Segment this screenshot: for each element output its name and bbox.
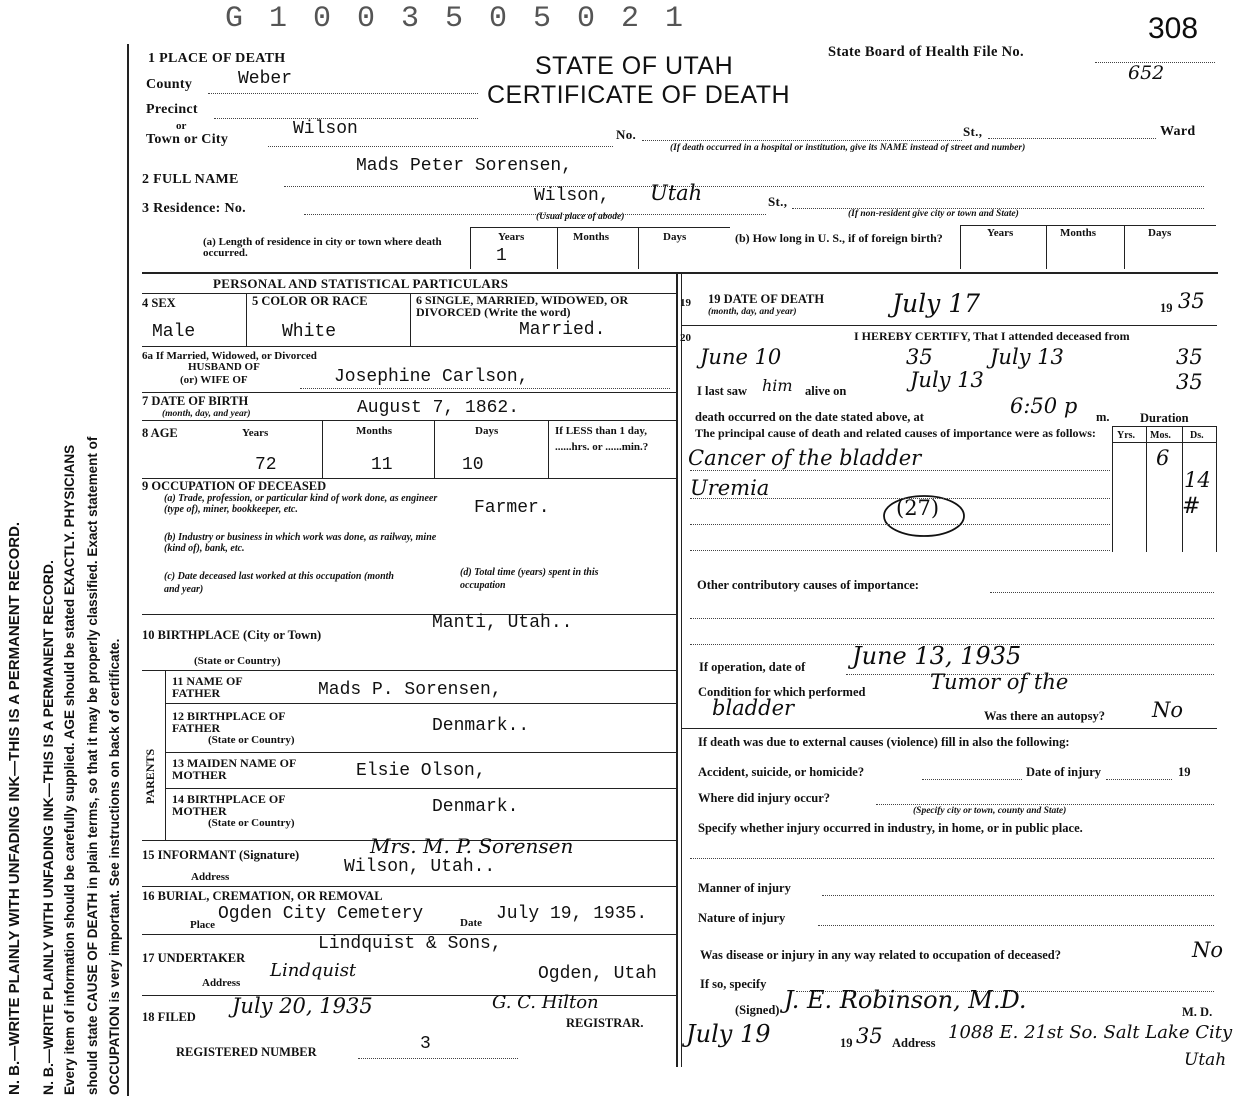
- undertaker-value: Lindquist & Sons,: [318, 934, 502, 954]
- full-name-value: Mads Peter Sorensen,: [356, 156, 573, 176]
- personal-section-label: PERSONAL AND STATISTICAL PARTICULARS: [213, 276, 509, 291]
- registered-number-label: REGISTERED NUMBER: [176, 1045, 317, 1059]
- ward-label: Ward: [1160, 124, 1196, 139]
- undertaker-signature: Lindquist: [270, 960, 357, 981]
- mos-label: Mos.: [1150, 430, 1171, 441]
- signature-date: July 19: [686, 1020, 771, 1048]
- residence-typed: Wilson,: [534, 186, 610, 206]
- informant-address-value: Wilson, Utah..: [344, 857, 496, 877]
- autopsy-value: No: [1152, 698, 1184, 722]
- age-days-value: 10: [462, 455, 484, 475]
- dod-value: July 17: [892, 289, 981, 318]
- injury-year-print: 19: [1178, 765, 1191, 779]
- where-injury-label: Where did injury occur?: [698, 791, 831, 805]
- filed-label: 18 FILED: [142, 1010, 196, 1024]
- residence-label: 3 Residence: No.: [142, 201, 246, 216]
- death-occurred-label: death occurred on the date stated above, at: [695, 410, 924, 424]
- where-injury-note: (Specify city or town, county and State): [913, 806, 1067, 816]
- certificate-title-state: STATE OF UTAH: [535, 52, 734, 80]
- attended-to-year: 35: [1176, 345, 1203, 369]
- age-days-header: Days: [475, 425, 499, 437]
- street-label: St.,: [963, 124, 983, 139]
- nonresident-note: (If non-resident give city or town and State): [848, 209, 1019, 219]
- residence-days-header: Days: [663, 231, 687, 243]
- physician-address-label: Address: [892, 1036, 936, 1050]
- sex-value: Male: [152, 322, 196, 342]
- age-months-value: 11: [371, 455, 393, 475]
- county-label: County: [146, 77, 193, 92]
- occupation-b-label: (b) Industry or business in which work was done, as railway, mine (kind of), bank, etc.: [164, 532, 437, 554]
- related-occupation-label: Was disease or injury in any way related to occupation of deceased?: [700, 948, 1061, 962]
- dod-number: 19: [680, 297, 691, 309]
- residence-months-header: Months: [573, 231, 610, 243]
- file-number-extra: 652: [1128, 62, 1165, 84]
- attended-from-year: 35: [906, 345, 933, 369]
- signature-year-print: 19: [840, 1036, 853, 1050]
- color-value: White: [282, 322, 337, 342]
- hospital-note: (If death occurred in a hospital or institution, give its NAME instead of street and number): [670, 143, 1026, 153]
- street-no-label: No.: [616, 127, 637, 142]
- cause-secondary-days: 14: [1184, 468, 1211, 492]
- undertaker-address-label: Address: [202, 977, 241, 989]
- dod-year-print: 19: [1160, 301, 1173, 315]
- board-file-label: State Board of Health File No.: [828, 44, 1024, 60]
- residence-handwritten: Utah: [650, 181, 703, 205]
- mother-birthplace-value: Denmark.: [432, 797, 519, 817]
- margin-warning-1: N. B.—WRITE PLAINLY WITH UNFADING INK—THIS IS A PERMANENT RECORD.: [6, 521, 23, 1095]
- mother-birthplace-label: 14 BIRTHPLACE OF MOTHER: [172, 792, 286, 818]
- color-label: 5 COLOR OR RACE: [252, 294, 368, 308]
- or-label: or: [176, 120, 187, 132]
- related-occupation-value: No: [1192, 938, 1224, 962]
- operation-label: If operation, date of: [699, 660, 806, 674]
- occupation-label: 9 OCCUPATION OF DECEASED: [142, 479, 327, 493]
- marital-label: 6 SINGLE, MARRIED, WIDOWED, OR DIVORCED (Write the word): [416, 293, 629, 319]
- specify-injury-label: Specify whether injury occurred in industry, in home, or in public place.: [698, 821, 1083, 835]
- attended-to: July 13: [990, 345, 1064, 369]
- other-causes-label: Other contributory causes of importance:: [697, 578, 919, 592]
- place-of-death-label: 1 PLACE OF DEATH: [148, 51, 286, 66]
- mother-name-value: Elsie Olson,: [356, 761, 486, 781]
- cause-secondary: Uremia: [690, 476, 770, 500]
- birthplace-value: Manti, Utah..: [432, 613, 573, 633]
- birthplace-label: 10 BIRTHPLACE (City or Town): [142, 628, 322, 642]
- injury-date-label: Date of injury: [1026, 765, 1101, 779]
- burial-place-value: Ogden City Cemetery: [218, 904, 424, 924]
- form-left-border: [127, 44, 129, 1096]
- how-long-us-label: (b) How long in U. S., if of foreign birth?: [735, 231, 943, 245]
- full-name-label: 2 FULL NAME: [142, 172, 239, 187]
- age-label: 8 AGE: [142, 426, 178, 440]
- registrar-label: REGISTRAR.: [566, 1016, 644, 1030]
- certify-text: I HEREBY CERTIFY, That I attended deceased from: [854, 329, 1130, 343]
- spouse-label-3: (or) WIFE OF: [180, 374, 248, 386]
- external-causes-label: If death was due to external causes (violence) fill in also the following:: [698, 735, 1070, 749]
- father-birthplace-label: 12 BIRTHPLACE OF FATHER: [172, 709, 286, 735]
- registered-number-value: 3: [420, 1034, 431, 1054]
- father-name-value: Mads P. Sorensen,: [318, 680, 502, 700]
- file-number-written: 308: [1148, 12, 1199, 45]
- serial-number: G 1 0 0 3 5 0 5 0 2 1: [225, 2, 688, 36]
- informant-label: 15 INFORMANT (Signature): [142, 848, 300, 862]
- m-label: m.: [1096, 410, 1110, 424]
- occupation-d-label: (d) Total time (years) spent in this occupation: [460, 567, 599, 591]
- last-saw-date: July 13: [910, 368, 984, 392]
- residence-st-label: St.,: [768, 194, 788, 209]
- signed-label: (Signed): [735, 1003, 780, 1017]
- margin-instruction-1: Every item of information should be carefully supplied. AGE should be stated EXACTLY. PHYSICIANS: [62, 444, 77, 1095]
- burial-date-label: Date: [460, 917, 482, 929]
- physician-address: 1088 E. 21st So. Salt Lake City: [948, 1022, 1233, 1043]
- yrs-label: Yrs.: [1117, 430, 1136, 441]
- md-label: M. D.: [1182, 1005, 1213, 1019]
- dod-label: 19 DATE OF DEATH: [708, 292, 825, 306]
- dob-sub-label: (month, day, and year): [162, 409, 251, 419]
- occupation-a-label: (a) Trade, profession, or particular kind of work done, as engineer (type of), miner, bookkeeper, etc.: [164, 493, 438, 515]
- occupation-value: Farmer.: [474, 498, 550, 518]
- certificate-title: CERTIFICATE OF DEATH: [487, 81, 791, 109]
- physician-state: Utah: [1184, 1050, 1227, 1070]
- condition-value-1: Tumor of the: [930, 670, 1069, 694]
- precinct-label: Precinct: [146, 102, 198, 117]
- last-saw-label: I last saw: [697, 384, 748, 398]
- undertaker-label: 17 UNDERTAKER: [142, 951, 246, 965]
- spouse-label-1: 6a If Married, Widowed, or Divorced: [142, 350, 317, 362]
- sex-label: 4 SEX: [142, 296, 176, 310]
- manner-label: Manner of injury: [698, 881, 791, 895]
- registrar-signature: G. C. Hilton: [492, 992, 599, 1013]
- age-years-value: 72: [255, 455, 277, 475]
- town-value: Wilson: [293, 119, 358, 139]
- parents-label: PARENTS: [143, 748, 157, 804]
- dob-label: 7 DATE OF BIRTH: [142, 394, 249, 408]
- mother-name-label: 13 MAIDEN NAME OF MOTHER: [172, 756, 296, 782]
- residence-years-value: 1: [496, 246, 507, 266]
- autopsy-label: Was there an autopsy?: [984, 709, 1105, 723]
- birthplace-sub-label: (State or Country): [194, 655, 281, 667]
- town-label: Town or City: [146, 132, 229, 147]
- undertaker-address-value: Ogden, Utah: [538, 964, 657, 984]
- operation-date: June 13, 1935: [852, 642, 1022, 670]
- mother-birthplace-sub: (State or Country): [208, 817, 295, 829]
- duration-label: Duration: [1140, 411, 1189, 425]
- age-less-label: If LESS than 1 day, ......hrs. or ......min.?: [555, 425, 649, 453]
- us-months-header: Months: [1060, 227, 1097, 239]
- last-saw-him: him: [762, 376, 793, 395]
- us-days-header: Days: [1148, 227, 1172, 239]
- alive-on-label: alive on: [805, 384, 847, 398]
- us-years-header: Years: [987, 227, 1014, 239]
- condition-label: Condition for which performed: [698, 685, 866, 699]
- dod-year: 35: [1178, 289, 1205, 313]
- accident-label: Accident, suicide, or homicide?: [698, 765, 865, 779]
- burial-place-label: Place: [190, 919, 216, 931]
- father-birthplace-sub: (State or Country): [208, 734, 295, 746]
- occupation-c-label: (c) Date deceased last worked at this occupation (month and year): [164, 571, 394, 595]
- physician-signature: J. E. Robinson, M.D.: [784, 986, 1027, 1014]
- age-months-header: Months: [356, 425, 393, 437]
- if-so-label: If so, specify: [700, 977, 767, 991]
- cause-text: The principal cause of death and related causes of importance were as follows:: [695, 426, 1096, 440]
- spouse-value: Josephine Carlson,: [334, 367, 529, 387]
- cause-primary: Cancer of the bladder: [688, 446, 922, 470]
- county-value: Weber: [238, 69, 293, 89]
- cause-primary-months: 6: [1156, 446, 1170, 470]
- dob-value: August 7, 1862.: [357, 398, 520, 418]
- marital-value: Married.: [519, 320, 606, 340]
- burial-label: 16 BURIAL, CREMATION, OR REMOVAL: [142, 889, 383, 903]
- informant-address-label: Address: [191, 871, 230, 883]
- circled-code: (27): [896, 496, 940, 520]
- filed-date: July 20, 1935: [232, 994, 373, 1018]
- spouse-label-2: HUSBAND OF: [188, 361, 260, 373]
- residence-length-label: (a) Length of residence in city or town where death occurred.: [203, 236, 442, 259]
- father-name-label: 11 NAME OF FATHER: [172, 674, 243, 700]
- father-birthplace-value: Denmark..: [432, 716, 530, 736]
- condition-value-2: bladder: [712, 696, 795, 720]
- scribble-mark: #: [1182, 494, 1201, 519]
- last-saw-year: 35: [1176, 370, 1203, 394]
- residence-years-header: Years: [498, 231, 525, 243]
- dod-sub-label: (month, day, and year): [708, 307, 797, 317]
- burial-date-value: July 19, 1935.: [496, 904, 648, 924]
- age-years-header: Years: [242, 427, 269, 439]
- time-of-death: 6:50 p: [1010, 394, 1078, 418]
- margin-instruction-2: should state CAUSE OF DEATH in plain terms, so that it may be properly classified. Exact statement of: [85, 436, 100, 1095]
- margin-warning-2: N. B.—WRITE PLAINLY WITH UNFADING INK—THIS IS A PERMANENT RECORD.: [40, 560, 56, 1095]
- usual-abode-note: (Usual place of abode): [536, 212, 625, 222]
- ds-label: Ds.: [1190, 430, 1204, 441]
- nature-label: Nature of injury: [698, 911, 786, 925]
- certify-number: 20: [680, 332, 691, 344]
- margin-instruction-3: OCCUPATION is very important. See instructions on back of certificate.: [107, 638, 122, 1095]
- signature-year: 35: [856, 1024, 883, 1048]
- informant-signature: Mrs. M. P. Sorensen: [370, 834, 574, 858]
- attended-from: June 10: [700, 345, 782, 369]
